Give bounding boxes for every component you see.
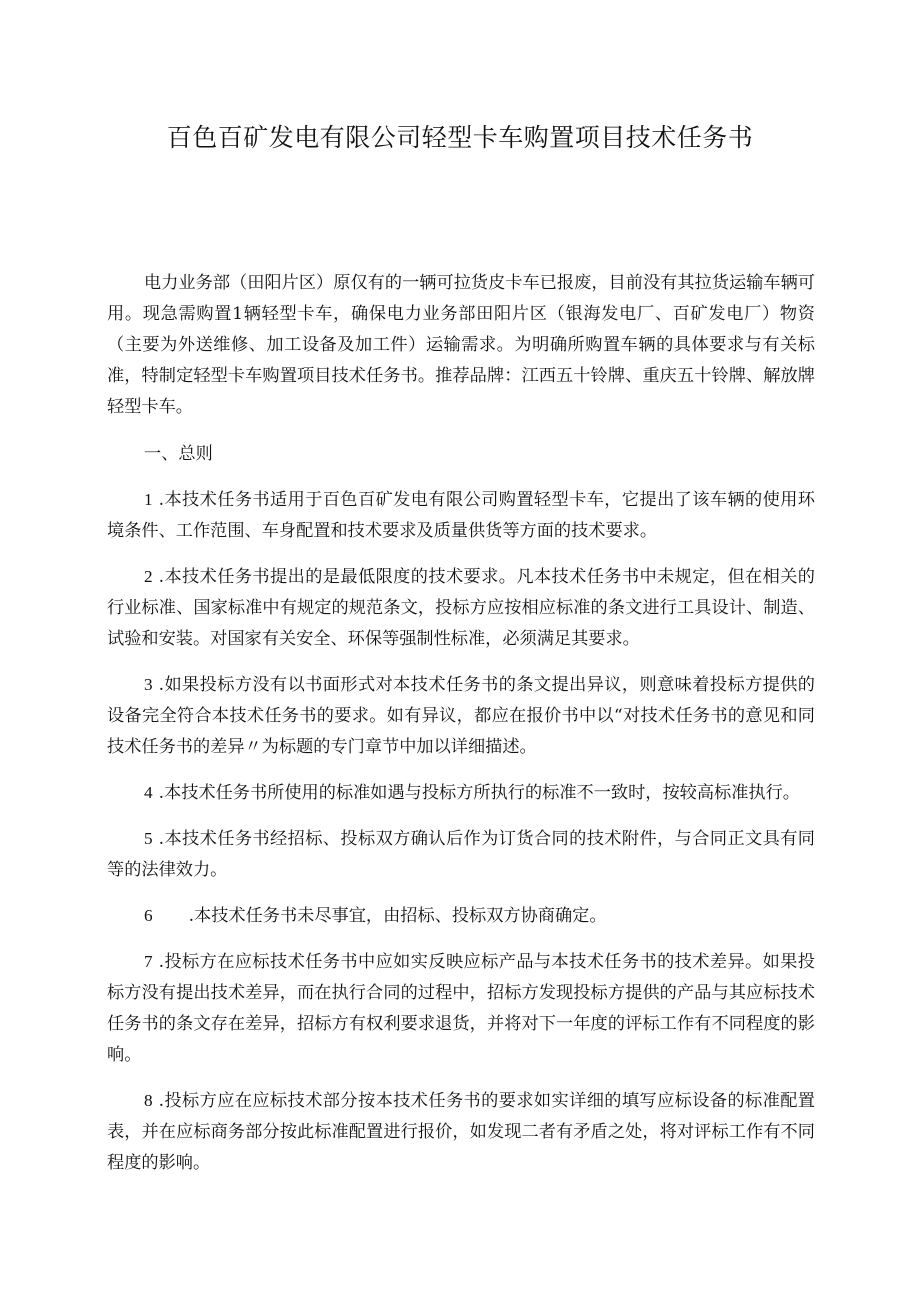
clause-number: 1: [144, 490, 153, 509]
clause-text: .投标方应在应标技术部分按本技术任务书的要求如实详细的填写应标设备的标准配置表，并在应标商务部分按此标准配置进行报价，如发现二者有矛盾之处，将对评标工作有不同程度的影响。: [107, 1091, 815, 1173]
clause-text: .本技术任务书提出的是最低限度的技术要求。凡本技术任务书中未规定，但在相关的行业标准、国家标准中有规定的规范条文，投标方应按相应标准的条文进行工具设计、制造、试验和安装。对国家有关安全、环保等强制性标准，必须满足其要求。: [107, 567, 815, 649]
clause-number: 5: [144, 829, 153, 848]
clause-text: .本技术任务书经招标、投标双方确认后作为订货合同的技术附件，与合同正文具有同等的法律效力。: [107, 829, 815, 880]
clause-5: [107, 823, 815, 886]
clause-text: .投标方在应标技术任务书中应如实反映应标产品与本技术任务书的技术差异。如果投标方没有提出技术差异，而在执行合同的过程中，招标方发现投标方提供的产品与其应标技术任务书的条文存在差异，招标方有权利要求退货，并将对下一年度的评标工作有不同程度的影响。: [107, 952, 815, 1065]
clause-number: 6: [144, 906, 153, 925]
document-body: [107, 268, 815, 1193]
clause-text: .本技术任务书未尽事宜，由招标、投标双方协商确定。: [188, 906, 607, 926]
section-heading-general: 一、总则: [144, 444, 213, 464]
clause-4: [107, 777, 815, 809]
clause-8: [107, 1085, 815, 1179]
clause-7: [107, 946, 815, 1071]
clause-1: [107, 484, 815, 547]
clause-3: [107, 669, 815, 763]
clause-6: [107, 900, 815, 932]
clause-number: 4: [144, 783, 153, 802]
document-title: 百色百矿发电有限公司轻型卡车购置项目技术任务书: [166, 123, 754, 152]
clause-text: .本技术任务书所使用的标准如遇与投标方所执行的标准不一致时，按较高标准执行。: [158, 783, 800, 803]
clause-text: .如果投标方没有以书面形式对本技术任务书的条文提出异议，则意味着投标方提供的设备完全符合本技术任务书的要求。如有异议，都应在报价书中以“对技术任务书的意见和同技术任务书的差异〃为标题的专门章节中加以详细描述。: [107, 675, 815, 757]
clause-number: 2: [144, 567, 153, 586]
clause-number: 8: [144, 1091, 153, 1110]
clause-number: 7: [144, 952, 153, 971]
clause-number: 3: [144, 675, 153, 694]
clause-2: [107, 561, 815, 655]
clause-text: .本技术任务书适用于百色百矿发电有限公司购置轻型卡车，它提出了该车辆的使用环境条件、工作范围、车身配置和技术要求及质量供货等方面的技术要求。: [107, 490, 815, 541]
intro-paragraph: 电力业务部（田阳片区）原仅有的一辆可拉货皮卡车已报废，目前没有其拉货运输车辆可用。现急需购置1辆轻型卡车，确保电力业务部田阳片区（银海发电厂、百矿发电厂）物资（主要为外送维修、加工设备及加工件）运输需求。为明确所购置车辆的具体要求与有关标准，特制定轻型卡车购置项目技术任务书。推荐品牌：江西五十铃牌、重庆五十铃牌、解放牌轻型卡车。: [107, 273, 815, 417]
